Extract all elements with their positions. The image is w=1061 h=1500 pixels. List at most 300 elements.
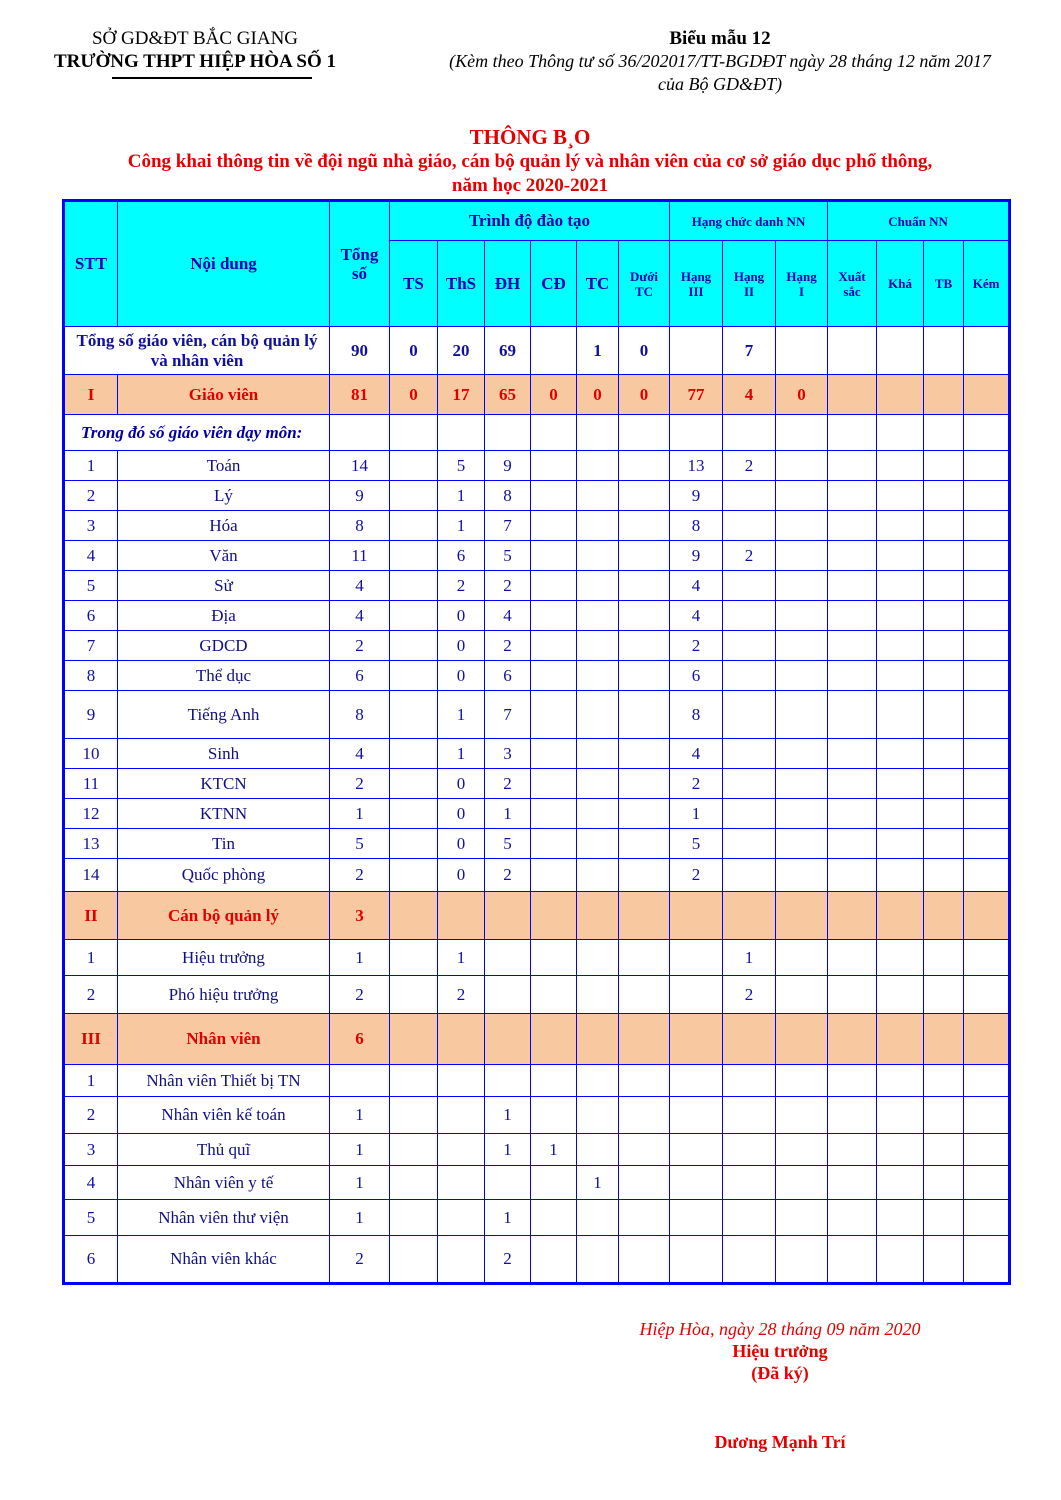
value-cell: 5 — [485, 829, 531, 859]
value-cell — [924, 375, 964, 415]
subject-row — [64, 739, 1010, 769]
value-cell — [619, 1097, 670, 1134]
value-cell — [877, 1097, 924, 1134]
header-kem: Kém — [964, 241, 1010, 327]
stt-cell: 3 — [64, 511, 118, 541]
content-cell: Nhân viên — [118, 1014, 330, 1065]
value-cell — [619, 829, 670, 859]
value-cell — [877, 1134, 924, 1166]
header-tb: TB — [924, 241, 964, 327]
value-cell: 69 — [485, 327, 531, 375]
value-cell — [577, 1236, 619, 1284]
value-cell — [828, 1236, 877, 1284]
title-line-3: năm học 2020-2021 — [451, 175, 609, 196]
value-cell — [776, 769, 828, 799]
value-cell — [964, 601, 1010, 631]
value-cell — [577, 1200, 619, 1236]
value-cell: 2 — [438, 571, 485, 601]
value-cell: 2 — [330, 769, 390, 799]
value-cell — [577, 769, 619, 799]
value-cell — [531, 892, 577, 940]
value-cell — [776, 1166, 828, 1200]
value-cell — [438, 1166, 485, 1200]
value-cell — [531, 541, 577, 571]
section-row-teachers — [64, 375, 1010, 415]
value-cell — [776, 1134, 828, 1166]
value-cell — [619, 859, 670, 892]
value-cell: 2 — [723, 541, 776, 571]
stt-cell: 8 — [64, 661, 118, 691]
value-cell: 6 — [330, 661, 390, 691]
value-cell — [924, 327, 964, 375]
value-cell — [390, 1200, 438, 1236]
subject-row — [64, 511, 1010, 541]
value-cell: 1 — [330, 1166, 390, 1200]
value-cell: 4 — [723, 375, 776, 415]
value-cell — [964, 511, 1010, 541]
value-cell — [964, 481, 1010, 511]
header-hang-3: Hạng III — [670, 241, 723, 327]
stt-cell: 1 — [64, 1065, 118, 1097]
value-cell — [828, 661, 877, 691]
value-cell — [964, 571, 1010, 601]
value-cell: 2 — [723, 451, 776, 481]
value-cell — [531, 976, 577, 1014]
value-cell — [390, 541, 438, 571]
value-cell — [390, 1166, 438, 1200]
value-cell — [619, 1236, 670, 1284]
value-cell: 1 — [330, 940, 390, 976]
value-cell: 1 — [485, 1097, 531, 1134]
value-cell: 1 — [670, 799, 723, 829]
value-cell — [877, 327, 924, 375]
value-cell — [924, 691, 964, 739]
value-cell: 0 — [438, 829, 485, 859]
value-cell — [776, 541, 828, 571]
value-cell — [531, 571, 577, 601]
value-cell: 14 — [330, 451, 390, 481]
value-cell: 1 — [438, 511, 485, 541]
value-cell: 2 — [330, 859, 390, 892]
document-title — [40, 124, 1020, 198]
value-cell — [964, 1134, 1010, 1166]
value-cell: 6 — [438, 541, 485, 571]
value-cell — [531, 829, 577, 859]
value-cell — [670, 940, 723, 976]
total-row — [64, 327, 1010, 375]
value-cell — [577, 859, 619, 892]
value-cell — [877, 739, 924, 769]
value-cell — [964, 375, 1010, 415]
header-training: Trình độ đào tạo — [390, 201, 670, 241]
empty-cell — [390, 415, 438, 451]
content-cell: Nhân viên Thiết bị TN — [118, 1065, 330, 1097]
value-cell — [828, 1065, 877, 1097]
value-cell — [828, 940, 877, 976]
value-cell: 2 — [485, 859, 531, 892]
value-cell — [723, 571, 776, 601]
value-cell — [723, 892, 776, 940]
value-cell — [577, 892, 619, 940]
value-cell: 1 — [577, 1166, 619, 1200]
stt-cell: 1 — [64, 451, 118, 481]
value-cell — [531, 739, 577, 769]
value-cell — [619, 1014, 670, 1065]
value-cell: 4 — [670, 601, 723, 631]
content-cell: Cán bộ quản lý — [118, 892, 330, 940]
value-cell: 9 — [670, 541, 723, 571]
value-cell — [390, 976, 438, 1014]
stt-cell: 7 — [64, 631, 118, 661]
footer-signed: (Đã ký) — [751, 1363, 809, 1383]
stt-cell: 3 — [64, 1134, 118, 1166]
value-cell: 0 — [438, 769, 485, 799]
value-cell — [723, 691, 776, 739]
value-cell — [723, 631, 776, 661]
value-cell: 9 — [485, 451, 531, 481]
value-cell — [531, 511, 577, 541]
value-cell: 6 — [330, 1014, 390, 1065]
value-cell — [877, 769, 924, 799]
value-cell: 5 — [330, 829, 390, 859]
value-cell — [924, 1236, 964, 1284]
value-cell — [776, 601, 828, 631]
total-label: Tổng số giáo viên, cán bộ quản lý và nhân viên — [64, 327, 330, 375]
value-cell — [390, 829, 438, 859]
value-cell: 1 — [330, 1200, 390, 1236]
content-cell: Giáo viên — [118, 375, 330, 415]
value-cell — [619, 940, 670, 976]
value-cell — [828, 892, 877, 940]
department-name: SỞ GD&ĐT BẮC GIANG — [91, 28, 299, 49]
header-ths: ThS — [438, 241, 485, 327]
value-cell — [390, 511, 438, 541]
value-cell: 0 — [776, 375, 828, 415]
value-cell — [485, 940, 531, 976]
value-cell — [964, 1065, 1010, 1097]
stt-cell: 13 — [64, 829, 118, 859]
value-cell — [390, 661, 438, 691]
value-cell — [877, 1200, 924, 1236]
value-cell — [390, 769, 438, 799]
value-cell — [924, 601, 964, 631]
value-cell — [619, 661, 670, 691]
stt-cell: 5 — [64, 1200, 118, 1236]
value-cell — [485, 1166, 531, 1200]
content-cell: KTCN — [118, 769, 330, 799]
value-cell — [531, 1014, 577, 1065]
subheading-label: Trong đó số giáo viên dạy môn: — [64, 415, 330, 451]
value-cell — [776, 571, 828, 601]
value-cell: 0 — [577, 375, 619, 415]
value-cell — [828, 511, 877, 541]
value-cell — [924, 976, 964, 1014]
subject-row — [64, 481, 1010, 511]
value-cell — [924, 1200, 964, 1236]
header-cd: CĐ — [531, 241, 577, 327]
value-cell — [531, 631, 577, 661]
value-cell: 7 — [485, 511, 531, 541]
value-cell — [877, 829, 924, 859]
header-xuat-sac: Xuất sắc — [828, 241, 877, 327]
value-cell: 4 — [670, 571, 723, 601]
value-cell — [390, 940, 438, 976]
stt-cell: 5 — [64, 571, 118, 601]
value-cell — [619, 739, 670, 769]
value-cell: 1 — [330, 799, 390, 829]
header-total: Tổng số — [330, 201, 390, 327]
value-cell: 11 — [330, 541, 390, 571]
value-cell — [776, 1236, 828, 1284]
value-cell — [723, 661, 776, 691]
value-cell — [776, 739, 828, 769]
empty-cell — [330, 415, 390, 451]
section-row-staff — [64, 1014, 1010, 1065]
value-cell — [438, 1097, 485, 1134]
value-cell — [577, 940, 619, 976]
value-cell — [577, 1097, 619, 1134]
value-cell: 0 — [438, 799, 485, 829]
footer-block — [570, 1318, 990, 1384]
value-cell: 1 — [330, 1097, 390, 1134]
value-cell — [776, 631, 828, 661]
value-cell — [577, 739, 619, 769]
value-cell — [619, 541, 670, 571]
value-cell: 0 — [438, 631, 485, 661]
value-cell — [877, 631, 924, 661]
value-cell: 2 — [438, 976, 485, 1014]
footer-date: Hiệp Hòa, ngày 28 tháng 09 năm 2020 — [639, 1319, 921, 1339]
value-cell — [670, 892, 723, 940]
header-kha: Khá — [877, 241, 924, 327]
value-cell — [828, 829, 877, 859]
value-cell — [577, 1065, 619, 1097]
value-cell — [877, 799, 924, 829]
value-cell — [390, 481, 438, 511]
value-cell — [776, 481, 828, 511]
content-cell: KTNN — [118, 799, 330, 829]
value-cell — [828, 451, 877, 481]
value-cell — [776, 691, 828, 739]
stt-cell: 4 — [64, 1166, 118, 1200]
value-cell: 13 — [670, 451, 723, 481]
value-cell — [924, 940, 964, 976]
value-cell — [390, 1065, 438, 1097]
content-cell: Thủ quĩ — [118, 1134, 330, 1166]
staff-row — [64, 1097, 1010, 1134]
value-cell — [924, 511, 964, 541]
header-hang-1: Hạng I — [776, 241, 828, 327]
content-cell: GDCD — [118, 631, 330, 661]
value-cell: 5 — [485, 541, 531, 571]
value-cell — [670, 327, 723, 375]
value-cell — [531, 1065, 577, 1097]
value-cell: 5 — [438, 451, 485, 481]
value-cell — [776, 892, 828, 940]
value-cell — [964, 541, 1010, 571]
value-cell — [877, 661, 924, 691]
subject-row — [64, 769, 1010, 799]
value-cell: 9 — [670, 481, 723, 511]
value-cell — [776, 859, 828, 892]
value-cell — [877, 481, 924, 511]
value-cell: 0 — [619, 375, 670, 415]
value-cell: 4 — [330, 739, 390, 769]
reference-line-1: (Kèm theo Thông tư số 36/202017/TT-BGDĐT ngày 28 tháng 12 năm 2017 — [449, 51, 991, 71]
value-cell — [924, 451, 964, 481]
content-cell: Toán — [118, 451, 330, 481]
value-cell: 7 — [485, 691, 531, 739]
value-cell — [485, 892, 531, 940]
empty-cell — [531, 415, 577, 451]
value-cell — [964, 1166, 1010, 1200]
value-cell — [828, 1134, 877, 1166]
value-cell — [438, 1134, 485, 1166]
value-cell: 2 — [485, 571, 531, 601]
value-cell — [619, 691, 670, 739]
value-cell — [577, 976, 619, 1014]
value-cell: 1 — [438, 691, 485, 739]
subject-row — [64, 631, 1010, 661]
value-cell — [877, 541, 924, 571]
content-cell: Tiếng Anh — [118, 691, 330, 739]
value-cell — [877, 511, 924, 541]
empty-cell — [670, 415, 723, 451]
subject-row — [64, 541, 1010, 571]
value-cell — [723, 1236, 776, 1284]
value-cell — [723, 739, 776, 769]
reference-line-2: của Bộ GD&ĐT) — [658, 74, 782, 94]
value-cell: 2 — [723, 976, 776, 1014]
value-cell — [390, 799, 438, 829]
value-cell — [776, 799, 828, 829]
value-cell — [776, 829, 828, 859]
value-cell — [619, 1065, 670, 1097]
value-cell: 65 — [485, 375, 531, 415]
value-cell — [438, 1200, 485, 1236]
value-cell — [619, 1134, 670, 1166]
value-cell — [577, 799, 619, 829]
content-cell: Nhân viên thư viện — [118, 1200, 330, 1236]
value-cell — [776, 327, 828, 375]
content-cell: Thể dục — [118, 661, 330, 691]
value-cell — [828, 631, 877, 661]
value-cell — [964, 859, 1010, 892]
value-cell — [531, 1200, 577, 1236]
value-cell — [723, 1097, 776, 1134]
value-cell — [438, 1065, 485, 1097]
value-cell — [964, 940, 1010, 976]
value-cell — [964, 1097, 1010, 1134]
content-cell: Nhân viên khác — [118, 1236, 330, 1284]
stt-cell: 1 — [64, 940, 118, 976]
value-cell — [877, 859, 924, 892]
value-cell: 8 — [670, 691, 723, 739]
header-duoi-tc: Dưới TC — [619, 241, 670, 327]
content-cell: Sử — [118, 571, 330, 601]
value-cell — [723, 799, 776, 829]
value-cell — [390, 859, 438, 892]
value-cell: 2 — [485, 769, 531, 799]
value-cell — [723, 1200, 776, 1236]
value-cell — [619, 451, 670, 481]
value-cell: 17 — [438, 375, 485, 415]
value-cell — [924, 481, 964, 511]
value-cell — [924, 892, 964, 940]
value-cell: 1 — [438, 739, 485, 769]
value-cell — [877, 451, 924, 481]
value-cell — [828, 601, 877, 631]
value-cell — [924, 1134, 964, 1166]
content-cell: Văn — [118, 541, 330, 571]
value-cell — [619, 601, 670, 631]
manager-row — [64, 976, 1010, 1014]
value-cell — [964, 769, 1010, 799]
value-cell: 2 — [670, 631, 723, 661]
value-cell — [924, 1166, 964, 1200]
school-underline — [112, 77, 312, 79]
value-cell — [964, 739, 1010, 769]
value-cell — [531, 451, 577, 481]
stt-cell: 14 — [64, 859, 118, 892]
value-cell: 2 — [485, 1236, 531, 1284]
value-cell — [670, 1236, 723, 1284]
staff-row — [64, 1134, 1010, 1166]
value-cell — [619, 481, 670, 511]
value-cell — [619, 511, 670, 541]
value-cell — [531, 481, 577, 511]
value-cell — [670, 1134, 723, 1166]
value-cell — [723, 829, 776, 859]
value-cell — [577, 481, 619, 511]
value-cell — [390, 1236, 438, 1284]
value-cell — [877, 601, 924, 631]
subject-row — [64, 451, 1010, 481]
value-cell: 4 — [330, 601, 390, 631]
value-cell — [964, 451, 1010, 481]
empty-cell — [577, 415, 619, 451]
value-cell — [776, 940, 828, 976]
stt-cell: 10 — [64, 739, 118, 769]
staff-row — [64, 1166, 1010, 1200]
value-cell — [485, 1065, 531, 1097]
value-cell — [670, 1166, 723, 1200]
value-cell — [577, 829, 619, 859]
value-cell — [577, 631, 619, 661]
content-cell: Phó hiệu trưởng — [118, 976, 330, 1014]
value-cell — [531, 691, 577, 739]
staff-row — [64, 1200, 1010, 1236]
header-rank: Hạng chức danh NN — [670, 201, 828, 241]
header-hang-2: Hạng II — [723, 241, 776, 327]
value-cell — [964, 976, 1010, 1014]
value-cell — [619, 1200, 670, 1236]
value-cell — [723, 769, 776, 799]
value-cell — [670, 1200, 723, 1236]
value-cell — [577, 511, 619, 541]
value-cell: 3 — [485, 739, 531, 769]
subject-row — [64, 829, 1010, 859]
value-cell — [438, 892, 485, 940]
value-cell: 7 — [723, 327, 776, 375]
value-cell: 1 — [723, 940, 776, 976]
stt-cell: 2 — [64, 481, 118, 511]
subheading-row — [64, 415, 1010, 451]
value-cell: 8 — [670, 511, 723, 541]
stt-cell: 4 — [64, 541, 118, 571]
value-cell — [964, 691, 1010, 739]
value-cell: 1 — [485, 1134, 531, 1166]
